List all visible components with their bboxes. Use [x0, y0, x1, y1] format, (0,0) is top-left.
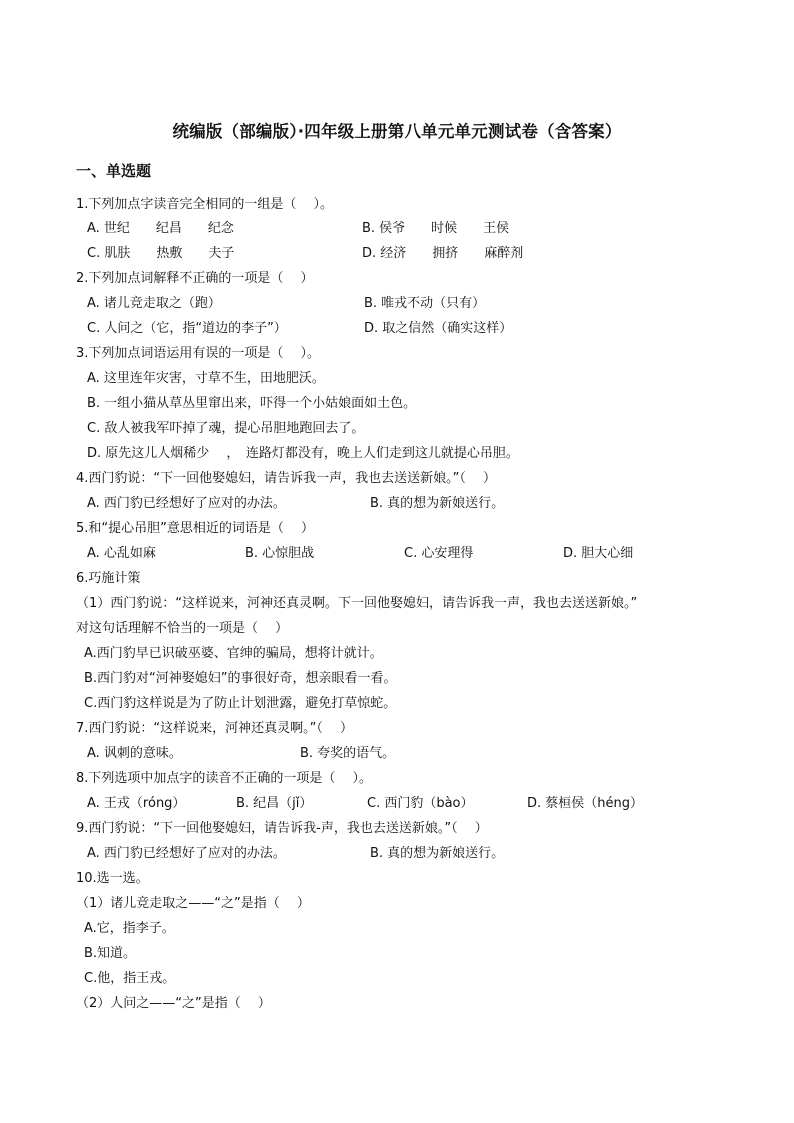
question-6-stem: 6.巧施计策 — [76, 571, 141, 586]
question-2-option-a: A. 诸儿竞走取之（跑） — [87, 296, 221, 311]
question-7-stem: 7.西门豹说：“这样说来，河神还真灵啊。”（ ） — [76, 721, 354, 736]
question-4-option-b: B. 真的想为新娘送行。 — [370, 496, 505, 511]
question-6-option-c: C.西门豹这样说是为了防止计划泄露，避免打草惊蛇。 — [84, 696, 397, 711]
question-5-option-c: C. 心安理得 — [404, 546, 474, 561]
question-7-option-a: A. 讽刺的意味。 — [87, 746, 182, 761]
question-8-option-c: C. 西门豹（bào） — [367, 796, 474, 811]
question-8-option-b: B. 纪昌（jǐ） — [236, 796, 313, 811]
question-6-option-b: B.西门豹对“河神娶媳妇”的事很好奇，想亲眼看一看。 — [84, 671, 397, 686]
question-6-option-a: A.西门豹早已识破巫婆、官绅的骗局，想将计就计。 — [84, 646, 383, 661]
question-1-option-a: A. 世纪 纪昌 纪念 — [87, 221, 234, 236]
question-10-option-c: C.他，指王戎。 — [84, 971, 176, 986]
question-9-option-b: B. 真的想为新娘送行。 — [370, 846, 505, 861]
question-3-stem: 3.下列加点词语运用有误的一项是（ ）。 — [76, 346, 321, 361]
question-3-option-d: D. 原先这儿人烟稀少 ， 连路灯都没有，晚上人们走到这儿就提心吊胆。 — [87, 446, 519, 461]
question-1-option-d: D. 经济 拥挤 麻醉剂 — [362, 246, 524, 261]
question-5-option-d: D. 胆大心细 — [563, 546, 634, 561]
question-2-option-b: B. 唯戎不动（只有） — [364, 296, 486, 311]
question-6-sub-1-continued: 对这句话理解不恰当的一项是（ ） — [76, 621, 289, 636]
question-8-stem: 8.下列选项中加点字的读音不正确的一项是（ ）。 — [76, 771, 373, 786]
question-10-sub-2: （2）人问之——“之”是指（ ） — [76, 996, 271, 1011]
question-9-stem: 9.西门豹说：“下一回他娶媳妇，请告诉我-声，我也去送送新娘。”（ ） — [76, 821, 488, 836]
question-3-option-b: B. 一组小猫从草丛里窜出来，吓得一个小姑娘面如土色。 — [87, 396, 417, 411]
question-1-option-c: C. 肌肤 热敷 夫子 — [87, 246, 235, 261]
question-10-stem: 10.选一选。 — [76, 871, 149, 886]
question-3-option-a: A. 这里连年灾害，寸草不生，田地肥沃。 — [87, 371, 325, 386]
question-10-sub-1: （1）诸儿竞走取之——“之”是指（ ） — [76, 896, 310, 911]
question-5-option-a: A. 心乱如麻 — [87, 546, 156, 561]
question-7-option-b: B. 夸奖的语气。 — [300, 746, 396, 761]
section-heading: 一、单选题 — [76, 162, 152, 180]
question-8-option-a: A. 王戎（róng） — [87, 796, 186, 811]
question-9-option-a: A. 西门豹已经想好了应对的办法。 — [87, 846, 286, 861]
question-5-option-b: B. 心惊胆战 — [245, 546, 315, 561]
question-2-option-c: C. 人问之（它，指“道边的李子”） — [87, 321, 287, 336]
question-3-option-c: C. 敌人被我军吓掉了魂，提心吊胆地跑回去了。 — [87, 421, 365, 436]
question-4-option-a: A. 西门豹已经想好了应对的办法。 — [87, 496, 286, 511]
question-6-sub-1: （1）西门豹说：“这样说来，河神还真灵啊。下一回他娶媳妇，请告诉我一声，我也去送送新娘。” — [76, 596, 638, 611]
question-1-option-b: B. 侯爷 时候 王侯 — [362, 221, 510, 236]
question-8-option-d: D. 蔡桓侯（héng） — [527, 796, 644, 811]
question-5-stem: 5.和“提心吊胆”意思相近的词语是（ ） — [76, 521, 315, 536]
question-1-stem: 1.下列加点字读音完全相同的一组是（ ）。 — [76, 197, 334, 212]
question-2-stem: 2.下列加点词解释不正确的一项是（ ） — [76, 271, 314, 286]
question-10-option-a: A.它，指李子。 — [84, 921, 175, 936]
question-4-stem: 4.西门豹说：“下一回他娶媳妇，请告诉我一声，我也去送送新娘。”（ ） — [76, 471, 497, 486]
document-title: 统编版（部编版）·四年级上册第八单元单元测试卷（含答案） — [172, 122, 622, 141]
question-2-option-d: D. 取之信然（确实这样） — [364, 321, 513, 336]
question-10-option-b: B.知道。 — [84, 946, 137, 961]
